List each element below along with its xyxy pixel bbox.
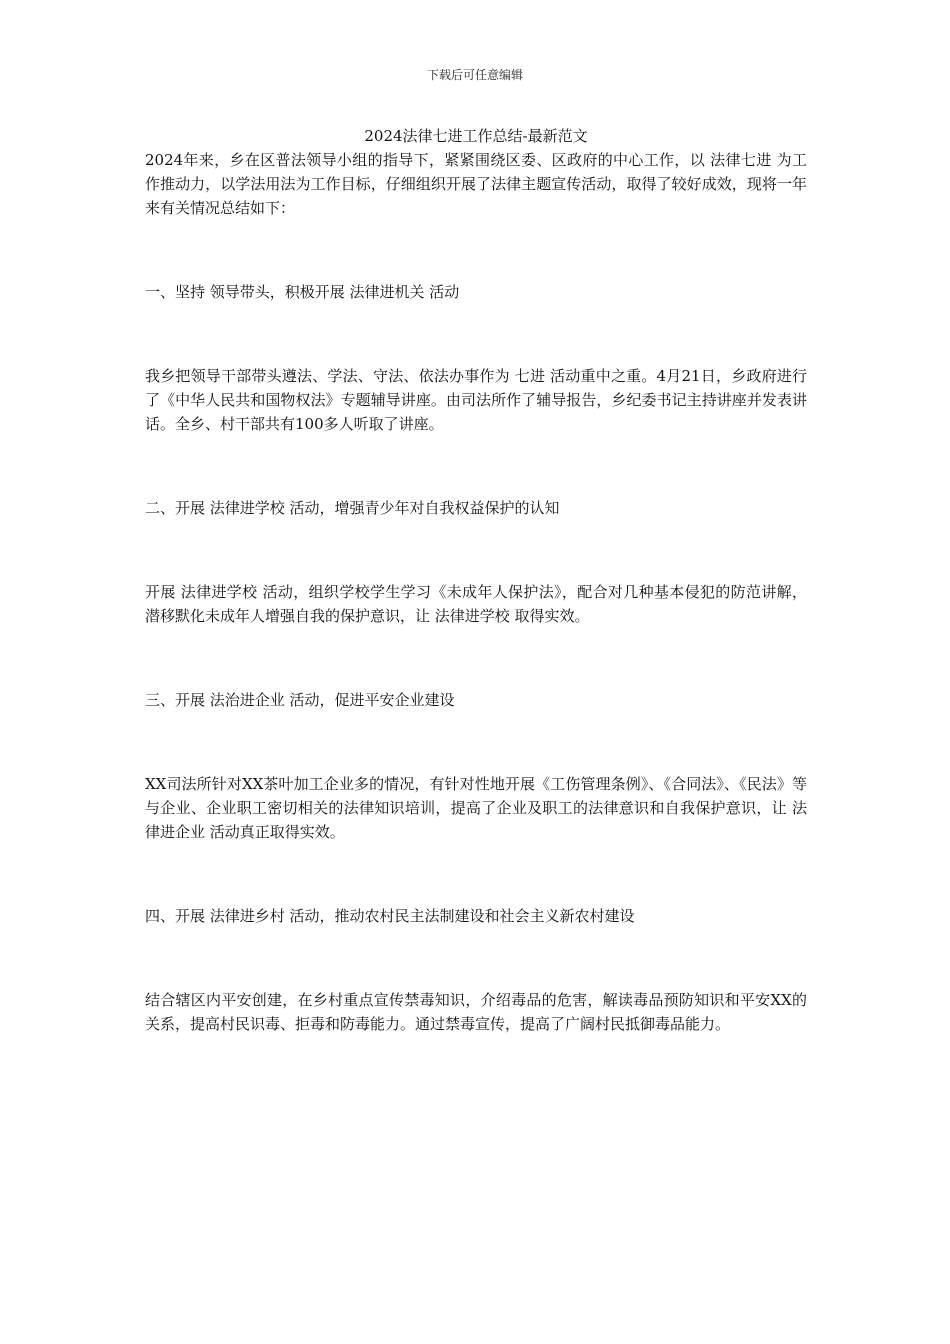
spacer [145,928,807,988]
spacer [145,304,807,364]
section-body-3: XX司法所针对XX茶叶加工企业多的情况，有针对性地开展《工伤管理条例》、《合同法》、《民法》等与企业、企业职工密切相关的法律知识培训，提高了企业及职工的法律意识和自我保护意识，让 法律进企业 活动真正取得实效。 [145,775,807,841]
section-body-1: 我乡把领导干部带头遵法、学法、守法、依法办事作为 七进 活动重中之重。4月21日，乡政府进行了《中华人民共和国物权法》专题辅导讲座。由司法所作了辅导报告，乡纪委书记主持讲座并发表讲话。全乡、村干部共有100多人听取了讲座。 [145,367,807,433]
document-body [145,124,807,1036]
intro-paragraph: 2024年来，乡在区普法领导小组的指导下，紧紧围绕区委、区政府的中心工作，以 法律七进 为工作推动力，以学法用法为工作目标，仔细组织开展了法律主题宣传活动，取得了较好成效，现将一年来有关情况总结如下： [145,151,807,217]
section-heading-3: 三、开展 法治进企业 活动，促进平安企业建设 [145,691,455,709]
spacer [145,712,807,772]
spacer [145,844,807,904]
document-title: 2024法律七进工作总结-最新范文 [364,127,588,145]
section-heading-4: 四、开展 法律进乡村 活动，推动农村民主法制建设和社会主义新农村建设 [145,907,635,925]
section-body-2: 开展 法律进学校 活动，组织学校学生学习《未成年人保护法》，配合对几种基本侵犯的防范讲解，潜移默化未成年人增强自我的保护意识，让 法律进学校 取得实效。 [145,583,807,625]
section-body-4: 结合辖区内平安创建，在乡村重点宣传禁毒知识，介绍毒品的危害，解读毒品预防知识和平安XX的关系，提高村民识毒、拒毒和防毒能力。通过禁毒宣传，提高了广阔村民抵御毒品能力。 [145,991,807,1033]
spacer [145,628,807,688]
header-note: 下载后可任意编辑 [426,68,523,82]
spacer [145,520,807,580]
spacer [145,220,807,280]
section-heading-1: 一、坚持 领导带头，积极开展 法律进机关 活动 [145,283,460,301]
section-heading-2: 二、开展 法律进学校 活动，增强青少年对自我权益保护的认知 [145,499,560,517]
spacer [145,436,807,496]
